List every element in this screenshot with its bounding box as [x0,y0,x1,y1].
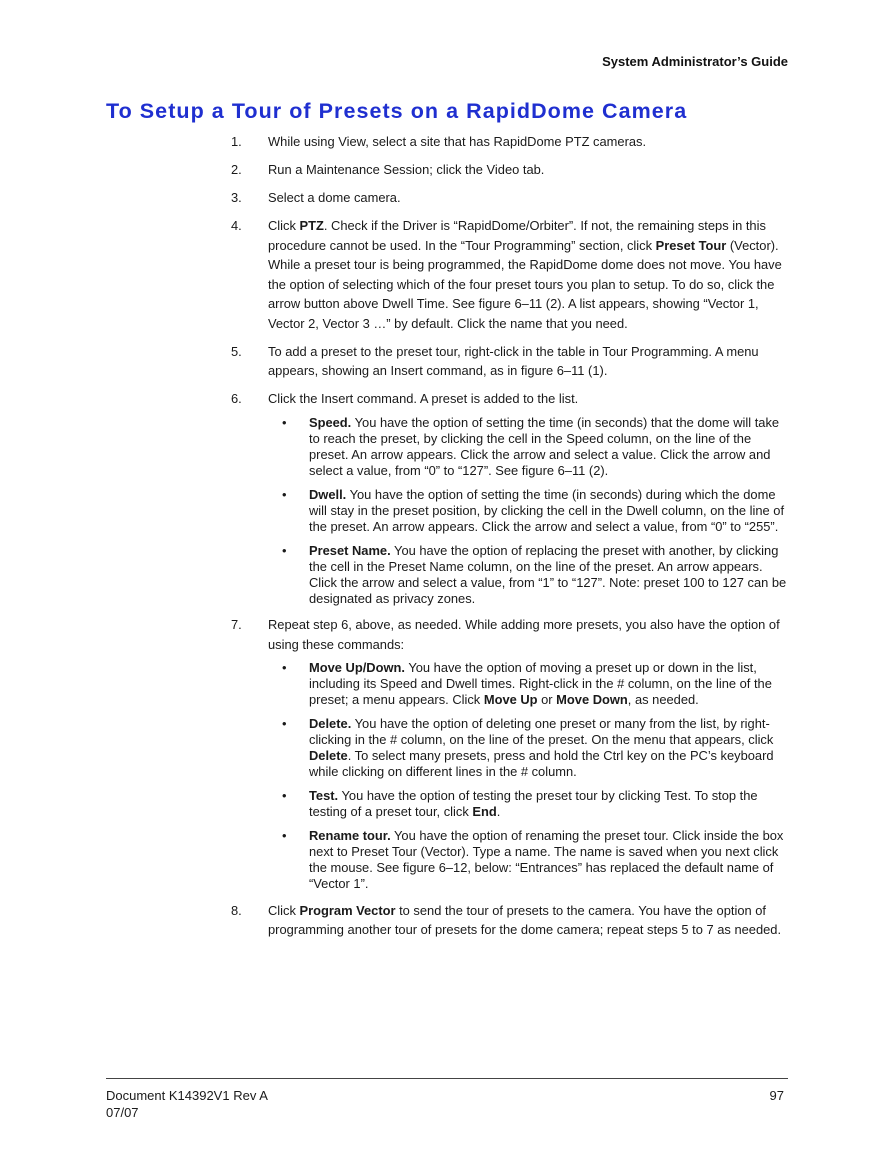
bullet-text [309,660,772,707]
bullet-text [309,487,784,534]
text-run: . Check if the Driver is “RapidDome/Orbiter”. If not, the remaining steps in this procedure cannot be used. In the “Tour Programming” section, click [268,218,766,253]
footer-document-info [106,1087,268,1121]
bullet-item [268,660,791,708]
step-number: 4. [231,218,242,233]
text-run: Select a dome camera. [268,190,401,205]
bullet-text [309,415,779,478]
bold-text: Move Down [556,692,628,707]
step-number: 5. [231,343,242,359]
bold-text: Move Up [483,692,538,707]
step-number: 3. [231,190,242,205]
bullet-dot-icon: • [282,788,287,803]
bold-text: Preset Name. [309,542,391,558]
bold-text: Program Vector [299,902,396,918]
bullet-text [309,828,783,891]
step-item [231,615,791,892]
bold-text: Dwell. [309,486,347,502]
step-text [268,188,791,208]
bullet-dot-icon: • [282,716,287,731]
step-text [268,132,791,152]
step-text [268,160,791,180]
bold-text: Test. [309,788,339,803]
step-item [231,216,791,333]
step-text [268,216,791,333]
bullet-dot-icon: • [282,542,287,558]
text-run: or [537,692,557,707]
bullet-text [309,788,758,819]
step-text [268,615,791,654]
text-run: You have the option of setting the time (in seconds) that the dome will take to reach the preset, by clicking the cell in the Speed column, on the line of the preset. An arrow appears. Click the arrow and select a value. Click the arrow and select a value, from “0” to “127”. See figure 6–11 (2). [309,414,780,478]
bold-text: Delete. [309,716,352,731]
step-number: 2. [231,162,242,177]
step-number: 7. [231,617,242,632]
step-text [268,389,791,409]
step-number: 6. [231,391,242,406]
text-run: . [496,804,501,819]
bullet-dot-icon: • [282,414,287,430]
text-run: While using View, select a site that has RapidDome PTZ cameras. [268,134,647,149]
text-run: (Vector). While a preset tour is being programmed, the RapidDome dome does not move. You have the option of selecting which of the four preset tours you plan to setup. To do so, click the arrow button above Dwell Time. See figure 6–11 (2). A list appears, showing “Vector 1, Vector 2, Vector 3 …” by default. Click the name that you need. [268,237,782,331]
footer-rule [106,1078,788,1079]
page-title: To Setup a Tour of Presets on a RapidDome Camera [106,99,688,123]
step-item [231,160,791,180]
step-number: 8. [231,902,242,918]
text-run: Click [268,218,300,233]
bold-text: Speed. [309,414,352,430]
text-run: You have the option of deleting one preset or many from the list, by right-clicking in the # column, on the line of the preset. On the menu that appears, click [309,716,774,747]
step-item [231,132,791,152]
bold-text: Move Up/Down. [309,660,405,675]
bullet-item [268,487,791,535]
text-run: You have the option of renaming the preset tour. Click inside the box next to Preset Tour (Vector). Type a name. The name is saved when you next click the mouse. See figure 6–12, below: “Entrances” has replaced the default name of “Vector 1”. [309,828,784,891]
bullet-dot-icon: • [282,486,287,502]
step-item [231,389,791,607]
procedure-steps [231,132,791,948]
text-run: . To select many presets, press and hold the Ctrl key on the PC’s keyboard while clicking on different lines in the # column. [309,748,774,779]
text-run: You have the option of testing the preset tour by clicking Test. To stop the testing of a preset tour, click [309,788,758,819]
bold-text: PTZ [299,218,324,233]
text-run: Click [268,902,300,918]
text-run: You have the option of moving a preset up or down in the list, including its Speed and Dwell times. Right-click in the # column, on the line of the preset; a menu appears. Click [309,660,772,707]
running-header: System Administrator’s Guide [602,54,788,69]
text-run: You have the option of replacing the preset with another, by clicking the cell in the Preset Name column, on the line of the preset. An arrow appears. Click the arrow and select a value, from “1” to “127”. Note: preset 100 to 127 can be designated as privacy zones. [309,542,787,606]
step-text [268,342,791,381]
text-run: Repeat step 6, above, as needed. While adding more presets, you also have the option of using these commands: [268,617,780,652]
text-run: to send the tour of presets to the camera. You have the option of programming another tour of presets for the dome camera; repeat steps 5 to 7 as needed. [268,902,782,937]
footer-doc-id: Document K14392V1 Rev A [106,1088,268,1103]
step-text [268,901,791,940]
bullet-item [268,415,791,479]
text-run: Click the Insert command. A preset is added to the list. [268,391,579,406]
bullet-text [309,543,786,606]
step-item [231,342,791,381]
bullet-item [268,543,791,607]
bold-text: Preset Tour [655,237,727,253]
text-run: You have the option of setting the time (in seconds) during which the dome will stay in the preset position, by clicking the cell in the Dwell column, on the line of the preset. An arrow appears. Click the arrow and select a value, from “0” to “255”. [309,486,785,534]
bullet-list [268,415,791,607]
bullet-item [268,716,791,780]
bold-text: Delete [309,748,348,763]
bold-text: Rename tour. [309,828,391,843]
step-item [231,901,791,940]
text-run: , as needed. [627,692,699,707]
bullet-dot-icon: • [282,660,287,675]
bullet-item [268,828,791,892]
bullet-dot-icon: • [282,828,287,843]
bold-text: End [472,804,497,819]
bullet-list [268,660,791,892]
text-run: To add a preset to the preset tour, right-click in the table in Tour Programming. A menu appears, showing an Insert command, as in figure 6–11 (1). [268,343,759,378]
step-number: 1. [231,134,242,149]
bullet-item [268,788,791,820]
footer-date: 07/07 [106,1105,139,1120]
text-run: Run a Maintenance Session; click the Video tab. [268,162,545,177]
bullet-text [309,716,774,779]
page-number: 97 [769,1088,784,1103]
step-item [231,188,791,208]
